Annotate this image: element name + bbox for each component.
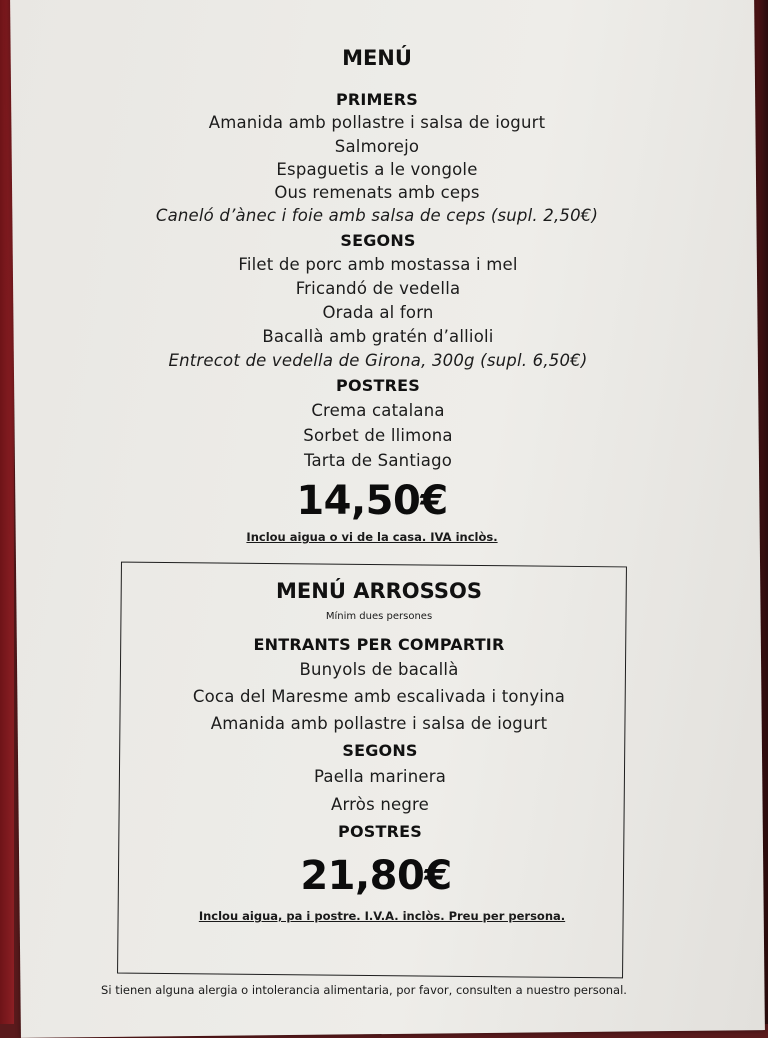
primers-item: Ous remenats amb ceps xyxy=(274,183,480,202)
primers-item-supplement: Caneló d’ànec i foie amb salsa de ceps (supl. 2,50€) xyxy=(155,206,599,225)
arrossos-subtitle: Mínim dues persones xyxy=(325,611,433,622)
arrossos-segons-item: Paella marinera xyxy=(313,767,447,786)
segons-item: Bacallà amb gratén d’allioli xyxy=(262,327,494,346)
segons-item: Fricandó de vedella xyxy=(295,279,461,298)
primers-item: Salmorejo xyxy=(334,137,420,156)
entrants-item: Coca del Maresme amb escalivada i tonyina xyxy=(192,687,566,706)
arrossos-postres-heading: POSTRES xyxy=(338,822,422,841)
entrants-item: Bunyols de bacallà xyxy=(299,660,459,679)
entrants-heading: ENTRANTS PER COMPARTIR xyxy=(253,635,505,654)
entrants-item: Amanida amb pollastre i salsa de iogurt xyxy=(210,714,548,733)
menu-price-note: Inclou aigua o vi de la casa. IVA inclòs. xyxy=(246,530,498,544)
segons-item: Orada al forn xyxy=(322,303,434,322)
postres-item: Crema catalana xyxy=(311,401,445,420)
primers-item: Espaguetis a le vongole xyxy=(276,160,478,179)
segons-heading: SEGONS xyxy=(340,231,416,250)
arrossos-price-note: Inclou aigua, pa i postre. I.V.A. inclòs. Preu per persona. xyxy=(198,909,566,923)
arrossos-segons-item: Arròs negre xyxy=(331,795,429,814)
segons-item-supplement: Entrecot de vedella de Girona, 300g (supl. 6,50€) xyxy=(168,351,588,370)
primers-heading: PRIMERS xyxy=(335,90,419,109)
segons-item: Filet de porc amb mostassa i mel xyxy=(238,255,518,274)
arrossos-segons-heading: SEGONS xyxy=(342,741,418,760)
primers-item: Amanida amb pollastre i salsa de iogurt xyxy=(208,113,546,132)
menu-price: 14,50€ xyxy=(296,478,448,524)
postres-item: Sorbet de llimona xyxy=(303,426,453,445)
menu-title: MENÚ xyxy=(342,46,412,70)
arrossos-price: 21,80€ xyxy=(300,853,452,899)
postres-heading: POSTRES xyxy=(336,376,420,395)
allergy-notice: Si tienen alguna alergia o intolerancia alimentaria, por favor, consulten a nuestro personal. xyxy=(101,983,627,997)
postres-item: Tarta de Santiago xyxy=(303,451,453,470)
arrossos-title: MENÚ ARROSSOS xyxy=(276,579,482,603)
